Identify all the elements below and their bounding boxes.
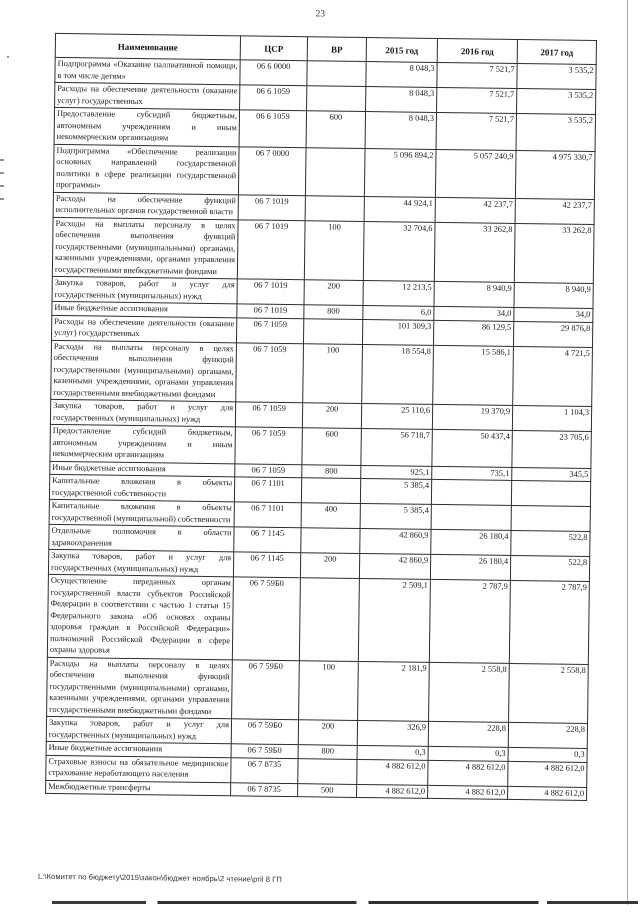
csr-cell: 06 7 1059 <box>236 342 304 402</box>
vr-cell: 100 <box>299 660 359 720</box>
value-2017-cell: 4 721,5 <box>513 346 593 407</box>
value-2016-cell: 7 521,7 <box>437 87 517 113</box>
csr-cell: 06 7 59Б0 <box>231 719 298 745</box>
name-cell: Расходы на выплаты персоналу в целях обеспечения выполнения функций государственными (муниципальными) органами, казенными учреждениями, органами управления государственными внебюджетными фондами <box>52 217 238 279</box>
scan-mark <box>0 198 4 200</box>
csr-cell: 06 7 1019 <box>238 194 305 220</box>
value-2017-cell <box>511 480 590 506</box>
name-cell: Подпрограмма «Оказание паллиативной помощи, в том числе детям» <box>55 57 240 84</box>
value-2015-cell: 2 509,1 <box>358 578 430 661</box>
value-2015-cell: 5 385,4 <box>360 503 431 529</box>
value-2015-cell: 5 385,4 <box>360 478 431 504</box>
csr-cell: 06 7 8735 <box>231 757 298 783</box>
vr-cell <box>301 478 360 504</box>
value-2017-cell: 3 535,2 <box>517 63 596 89</box>
table-row <box>47 657 589 724</box>
csr-cell: 06 7 1059 <box>235 463 302 477</box>
value-2016-cell <box>431 479 511 505</box>
value-2016-cell: 228,8 <box>428 721 508 747</box>
value-2017-cell: 522,8 <box>510 555 589 581</box>
csr-cell: 06 7 8735 <box>231 782 298 796</box>
scan-edge-bottom <box>52 901 638 904</box>
value-2016-cell: 7 521,7 <box>437 62 517 88</box>
csr-cell: 06 6 0000 <box>240 60 307 86</box>
table-row <box>51 340 593 407</box>
csr-cell: 06 7 1059 <box>236 317 303 343</box>
name-cell: Предоставление субсидий бюджетным, автономным учреждениям и иным некоммерческим организациям <box>50 424 235 463</box>
value-2016-cell: 19 370,9 <box>432 404 512 430</box>
csr-cell: 06 7 1019 <box>237 304 304 318</box>
header-year-2016: 2016 год <box>437 38 517 63</box>
value-2015-cell: 32 704,6 <box>363 221 435 281</box>
scan-edge-right <box>627 0 628 905</box>
value-2016-cell <box>431 504 511 530</box>
vr-cell: 800 <box>302 464 361 478</box>
vr-cell <box>305 195 364 221</box>
name-cell: Расходы на обеспечение деятельности (оказание услуг) государственных <box>52 315 237 342</box>
scan-mark <box>0 159 4 161</box>
table-row <box>52 217 594 284</box>
value-2017-cell: 42 237,7 <box>515 198 594 224</box>
value-2015-cell: 25 110,6 <box>361 403 432 429</box>
table-row <box>53 144 595 199</box>
value-2015-cell: 5 096 894,2 <box>364 148 436 197</box>
vr-cell: 600 <box>302 428 361 465</box>
header-name: Наименование <box>55 33 240 59</box>
value-2016-cell: 2 787,9 <box>429 579 510 663</box>
csr-cell: 06 7 0000 <box>238 146 306 195</box>
vr-cell: 600 <box>306 111 365 148</box>
value-2016-cell: 86 129,5 <box>433 320 513 346</box>
value-2016-cell: 2 558,8 <box>429 662 510 723</box>
value-2015-cell: 42 860,9 <box>359 553 430 579</box>
csr-cell: 06 7 1019 <box>237 219 305 279</box>
value-2017-cell: 2 558,8 <box>509 663 589 724</box>
value-2016-cell: 15 586,1 <box>433 345 514 406</box>
value-2015-cell: 4 882 612,0 <box>357 784 428 798</box>
csr-cell: 06 7 59Б0 <box>232 659 300 719</box>
name-cell: Капитальные вложения в объекты государственной (муниципальной) собственности <box>49 499 234 526</box>
header-year-2015: 2015 год <box>366 38 437 63</box>
csr-cell: 06 7 1019 <box>237 279 304 305</box>
value-2016-cell: 26 180,4 <box>430 554 510 580</box>
scan-speck <box>7 56 9 58</box>
value-2016-cell: 735,1 <box>432 466 512 481</box>
value-2016-cell: 26 180,4 <box>431 529 511 555</box>
value-2015-cell: 56 718,7 <box>361 428 432 465</box>
value-2017-cell <box>511 505 590 531</box>
vr-cell: 200 <box>300 553 359 579</box>
value-2015-cell: 42 860,9 <box>360 528 431 554</box>
header-csr: ЦСР <box>240 36 307 61</box>
value-2016-cell: 33 262,8 <box>434 222 515 283</box>
value-2017-cell: 228,8 <box>508 722 587 748</box>
name-cell: Закупка товаров, работ и услуг для государственных (муниципальных) нужд <box>46 716 231 743</box>
csr-cell: 06 7 1101 <box>234 477 301 503</box>
csr-cell: 06 7 1145 <box>233 552 300 578</box>
value-2016-cell: 8 940,9 <box>434 281 514 307</box>
name-cell: Расходы на обеспечение функций исполнительных органов государственной власти <box>53 192 238 219</box>
vr-cell <box>301 528 360 554</box>
value-2015-cell: 44 924,1 <box>364 196 435 222</box>
value-2015-cell: 8 048,3 <box>366 87 437 113</box>
value-2016-cell: 4 882 612,0 <box>428 785 508 800</box>
csr-cell: 06 6 1059 <box>240 85 307 111</box>
value-2017-cell: 2 787,9 <box>509 580 589 664</box>
name-cell: Иные бюджетные ассигнования <box>46 741 231 757</box>
name-cell: Закупка товаров, работ и услуг для государственных (муниципальных) нужд <box>52 276 237 303</box>
name-cell: Подпрограмма «Обеспечение реализации основных направлений государственной политики в сфере реализации государственной программы» <box>53 144 239 194</box>
value-2016-cell: 0,3 <box>428 746 508 761</box>
vr-cell <box>303 318 362 344</box>
footer-path: L:\Комитет по бюджету\2015\закон\бюджет ноябрь\2 чтение\pril 8 ГП <box>37 871 282 884</box>
value-2015-cell: 326,9 <box>357 720 428 746</box>
value-2017-cell: 0,3 <box>508 747 587 762</box>
csr-cell: 06 7 59Б0 <box>232 577 300 660</box>
vr-cell: 100 <box>303 343 363 403</box>
value-2017-cell: 1 104,3 <box>512 405 591 431</box>
vr-cell <box>307 86 366 112</box>
name-cell: Расходы на обеспечение деятельности (оказание услуг) государственных <box>55 82 240 109</box>
vr-cell: 500 <box>298 783 357 797</box>
name-cell: Закупка товаров, работ и услуг для государственных (муниципальных) нужд <box>50 399 235 426</box>
budget-table-body <box>46 57 597 800</box>
value-2016-cell: 4 882 612,0 <box>428 760 508 786</box>
value-2017-cell: 4 882 612,0 <box>508 761 587 787</box>
value-2017-cell: 33 262,8 <box>514 223 594 284</box>
vr-cell <box>298 758 357 784</box>
csr-cell: 06 7 1145 <box>234 527 301 553</box>
value-2017-cell: 29 876,8 <box>513 321 592 347</box>
value-2016-cell: 50 437,4 <box>432 429 512 467</box>
value-2017-cell: 345,5 <box>512 467 591 482</box>
value-2015-cell: 101 309,3 <box>362 319 433 345</box>
value-2017-cell: 522,8 <box>511 530 590 556</box>
vr-cell <box>299 578 359 661</box>
vr-cell <box>305 147 365 196</box>
value-2017-cell: 34,0 <box>514 307 593 322</box>
page-number: 23 <box>315 9 326 20</box>
scan-mark <box>0 172 4 174</box>
csr-cell: 06 7 1059 <box>235 427 302 464</box>
value-2015-cell: 8 048,3 <box>366 62 437 88</box>
scan-mark <box>0 185 4 187</box>
csr-cell: 06 7 59Б0 <box>231 744 298 758</box>
name-cell: Расходы на выплаты персоналу в целях обеспечения выполнения функций государственными (муниципальными) органами, казенными учреждениями, органами управления государственными внебюджетными фондами <box>51 340 237 402</box>
vr-cell <box>307 61 366 87</box>
name-cell: Осуществление переданных органам государственной власти субъектов Российской Федерации в соответствии с частью 1 статьи 15 Федерального закона «Об основах охраны здоровья граждан в Российской Федерации» полномочий Российской Федерации в сфере охраны здоровья <box>47 574 233 659</box>
name-cell: Расходы на выплаты персоналу в целях обеспечения выполнения функций государственными (муниципальными) органами, казенными учреждениями, органами управления государственными внебюджетными фондами <box>47 657 233 719</box>
value-2016-cell: 34,0 <box>434 306 514 321</box>
vr-cell: 800 <box>298 745 357 759</box>
value-2017-cell: 8 940,9 <box>514 282 593 308</box>
csr-cell: 06 6 1059 <box>239 110 306 147</box>
name-cell: Капитальные вложения в объекты государственной собственности <box>49 474 234 501</box>
name-cell: Страховые взносы на обязательное медицинское страхование неработающего населения <box>46 755 231 782</box>
vr-cell: 200 <box>298 720 357 746</box>
csr-cell: 06 7 1059 <box>235 402 302 428</box>
value-2017-cell: 4 975 330,7 <box>515 150 595 199</box>
name-cell: Предоставление субсидий бюджетным, автономным учреждениям и иным некоммерческим организациям <box>54 107 239 146</box>
value-2016-cell: 7 521,7 <box>436 112 516 150</box>
name-cell: Иные бюджетные ассигнования <box>52 301 237 317</box>
header-year-2017: 2017 год <box>517 39 596 64</box>
value-2017-cell: 3 535,2 <box>517 88 596 114</box>
name-cell: Межбюджетные трансферты <box>46 780 231 796</box>
vr-cell: 100 <box>304 220 364 280</box>
value-2015-cell: 8 048,3 <box>365 112 436 149</box>
value-2017-cell: 3 535,2 <box>516 113 595 151</box>
name-cell: Иные бюджетные ассигнования <box>50 461 235 477</box>
value-2017-cell: 23 705,6 <box>512 430 591 468</box>
value-2015-cell: 2 181,9 <box>358 661 430 721</box>
value-2015-cell: 12 213,5 <box>363 280 434 306</box>
vr-cell: 200 <box>304 280 363 306</box>
value-2016-cell: 5 057 240,9 <box>435 149 516 198</box>
vr-cell: 800 <box>304 305 363 319</box>
header-vr: ВР <box>307 37 366 62</box>
value-2015-cell: 18 554,8 <box>362 344 434 404</box>
value-2015-cell: 925,1 <box>361 465 432 479</box>
value-2015-cell: 4 882 612,0 <box>357 759 428 785</box>
budget-table <box>45 33 597 801</box>
name-cell: Закупка товаров, работ и услуг для государственных (муниципальных) нужд <box>48 549 233 576</box>
value-2016-cell: 42 237,7 <box>435 197 515 223</box>
value-2015-cell: 6,0 <box>363 305 434 319</box>
table-row <box>47 574 589 664</box>
vr-cell: 400 <box>301 503 360 529</box>
value-2017-cell: 4 882 612,0 <box>508 786 587 801</box>
csr-cell: 06 7 1101 <box>234 502 301 528</box>
name-cell: Отдельные полномочия в области здравоохранения <box>49 524 234 551</box>
vr-cell: 200 <box>302 403 361 429</box>
value-2015-cell: 0,3 <box>357 745 428 759</box>
